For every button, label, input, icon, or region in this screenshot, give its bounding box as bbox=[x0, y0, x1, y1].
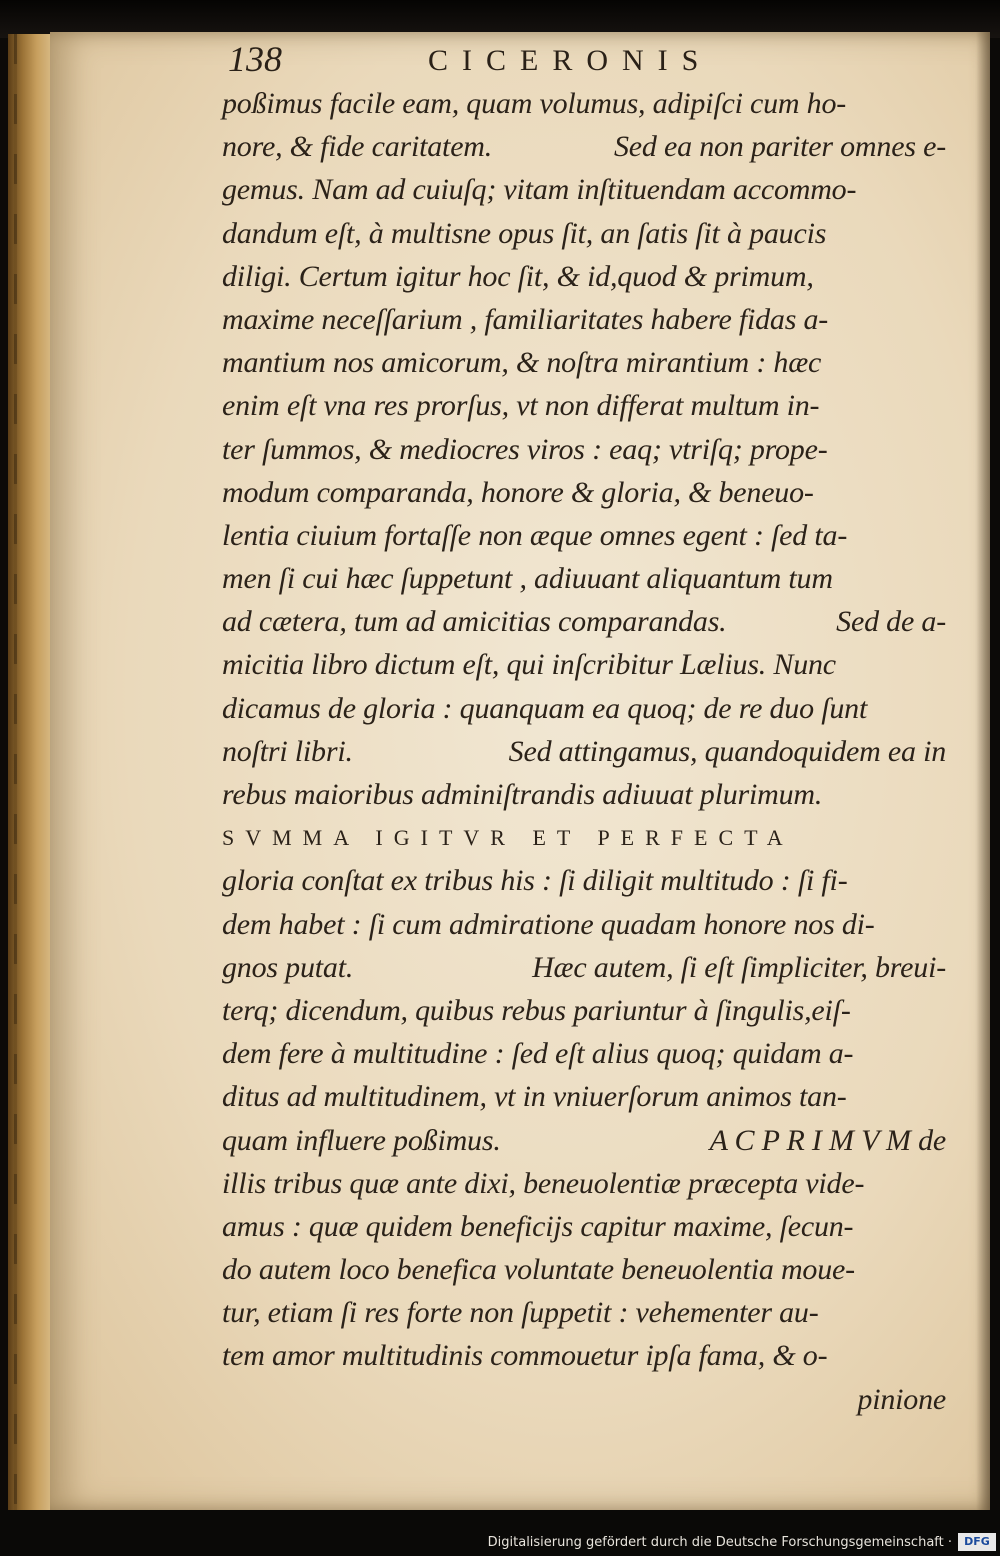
text-segment: maxime neceſſarium , familiaritates habere fidas a- bbox=[222, 302, 829, 336]
text-line bbox=[222, 643, 946, 686]
text-line bbox=[222, 341, 946, 384]
body-text bbox=[222, 82, 946, 1421]
text-segment: Sed ea non pariter omnes e- bbox=[613, 130, 946, 164]
text-line bbox=[222, 514, 946, 557]
text-line bbox=[222, 1205, 946, 1248]
text-line bbox=[222, 773, 946, 816]
text-segment: Sed de a- bbox=[836, 605, 946, 639]
page-gutter-shadow bbox=[976, 32, 990, 1510]
text-line bbox=[222, 428, 946, 471]
text-line bbox=[222, 859, 946, 902]
text-segment: mantium nos amicorum, & noſtra mirantium : hæc bbox=[222, 346, 822, 380]
text-line bbox=[222, 82, 946, 125]
text-segment: dem fere à multitudine : ſed eſt alius quoq; quidam a- bbox=[222, 1037, 854, 1071]
text-segment: A C P R I M V M de bbox=[709, 1123, 946, 1157]
text-line bbox=[222, 1248, 946, 1291]
text-segment: enim eſt vna res prorſus, vt non differat multum in- bbox=[222, 389, 820, 423]
text-segment: nore, & fide caritatem. bbox=[222, 130, 493, 164]
text-line bbox=[222, 255, 946, 298]
text-segment: dem habet : ſi cum admiratione quadam honore nos di- bbox=[222, 907, 875, 941]
text-line bbox=[222, 168, 946, 211]
text-segment: terq; dicendum, quibus rebus pariuntur à ſingulis,eiſ- bbox=[222, 993, 851, 1027]
text-segment: gloria conſtat ex tribus his : ſi diligit multitudo : ſi fi- bbox=[222, 864, 848, 898]
text-line bbox=[222, 730, 946, 773]
book-page bbox=[50, 32, 990, 1510]
text-line bbox=[222, 1119, 946, 1162]
text-line bbox=[222, 989, 946, 1032]
text-segment: poßimus facile eam, quam volumus, adipiſci cum ho- bbox=[222, 87, 847, 120]
text-segment: ad cætera, tum ad amicitias comparandas. bbox=[222, 605, 727, 639]
text-line bbox=[222, 125, 946, 168]
text-segment: noſtri libri. bbox=[222, 734, 353, 768]
text-segment: do autem loco benefica voluntate beneuolentia moue- bbox=[222, 1253, 855, 1287]
text-segment: quam influere poßimus. bbox=[222, 1123, 501, 1157]
text-line bbox=[222, 212, 946, 255]
text-line bbox=[222, 1378, 946, 1421]
page-number: 138 bbox=[228, 39, 282, 79]
text-line bbox=[222, 1162, 946, 1205]
text-segment: dandum eſt, à multisne opus ſit, an ſatis ſit à paucis bbox=[222, 216, 827, 250]
text-line bbox=[222, 384, 946, 427]
dfg-logo: DFG bbox=[958, 1533, 996, 1551]
book-page-edge bbox=[8, 34, 56, 1512]
text-segment: diligi. Certum igitur hoc ſit, & id,quod & primum, bbox=[222, 259, 814, 293]
text-segment: men ſi cui hæc ſuppetunt , adiuuant aliquantum tum bbox=[222, 562, 833, 596]
text-segment: illis tribus quæ ante dixi, beneuolentiæ præcepta vide- bbox=[222, 1166, 865, 1200]
digitization-credit: Digitalisierung gefördert durch die Deutsche Forschungsgemeinschaft · bbox=[487, 1535, 952, 1550]
text-line bbox=[222, 557, 946, 600]
text-segment: micitia libro dictum eſt, qui inſcribitur Lælius. Nunc bbox=[222, 648, 836, 682]
text-segment: tur, etiam ſi res forte non ſuppetit : vehementer au- bbox=[222, 1296, 819, 1330]
text-segment: Hæc autem, ſi eſt ſimpliciter, breui- bbox=[532, 950, 946, 984]
text-line bbox=[222, 1032, 946, 1075]
text-line bbox=[222, 1075, 946, 1118]
text-line bbox=[222, 600, 946, 643]
page-header bbox=[228, 38, 928, 82]
text-segment: rebus maioribus adminiſtrandis adiuuat plurimum. bbox=[222, 778, 823, 811]
text-segment: ditus ad multitudinem, vt in vniuerſorum animos tan- bbox=[222, 1080, 847, 1114]
text-segment: gemus. Nam ad cuiuſq; vitam inſtituendam accommo- bbox=[222, 173, 857, 207]
text-segment: modum comparanda, honore & gloria, & beneuo- bbox=[222, 475, 814, 509]
text-line bbox=[222, 1334, 946, 1377]
text-segment: pinione bbox=[857, 1382, 946, 1416]
text-segment: ter ſummos, & mediocres viros : eaq; vtriſq; prope- bbox=[222, 432, 828, 466]
text-line bbox=[222, 903, 946, 946]
text-line bbox=[222, 471, 946, 514]
running-head: CICERONIS bbox=[428, 44, 713, 77]
text-line bbox=[222, 946, 946, 989]
text-segment: dicamus de gloria : quanquam ea quoq; de re duo ſunt bbox=[222, 691, 868, 725]
text-line bbox=[222, 816, 946, 859]
text-segment: tem amor multitudinis commouetur ipſa fama, & o- bbox=[222, 1339, 828, 1373]
text-line bbox=[222, 1291, 946, 1334]
text-line bbox=[222, 687, 946, 730]
text-segment: lentia ciuium fortaſſe non æque omnes egent : ſed ta- bbox=[222, 518, 848, 552]
text-line bbox=[222, 298, 946, 341]
text-segment: gnos putat. bbox=[222, 950, 354, 984]
text-segment: amus : quæ quidem beneficijs capitur maxime, ſecun- bbox=[222, 1209, 854, 1243]
text-segment: SVMMA IGITVR ET PERFECTA bbox=[222, 825, 794, 851]
text-segment: Sed attingamus, quandoquidem ea in bbox=[508, 734, 946, 768]
